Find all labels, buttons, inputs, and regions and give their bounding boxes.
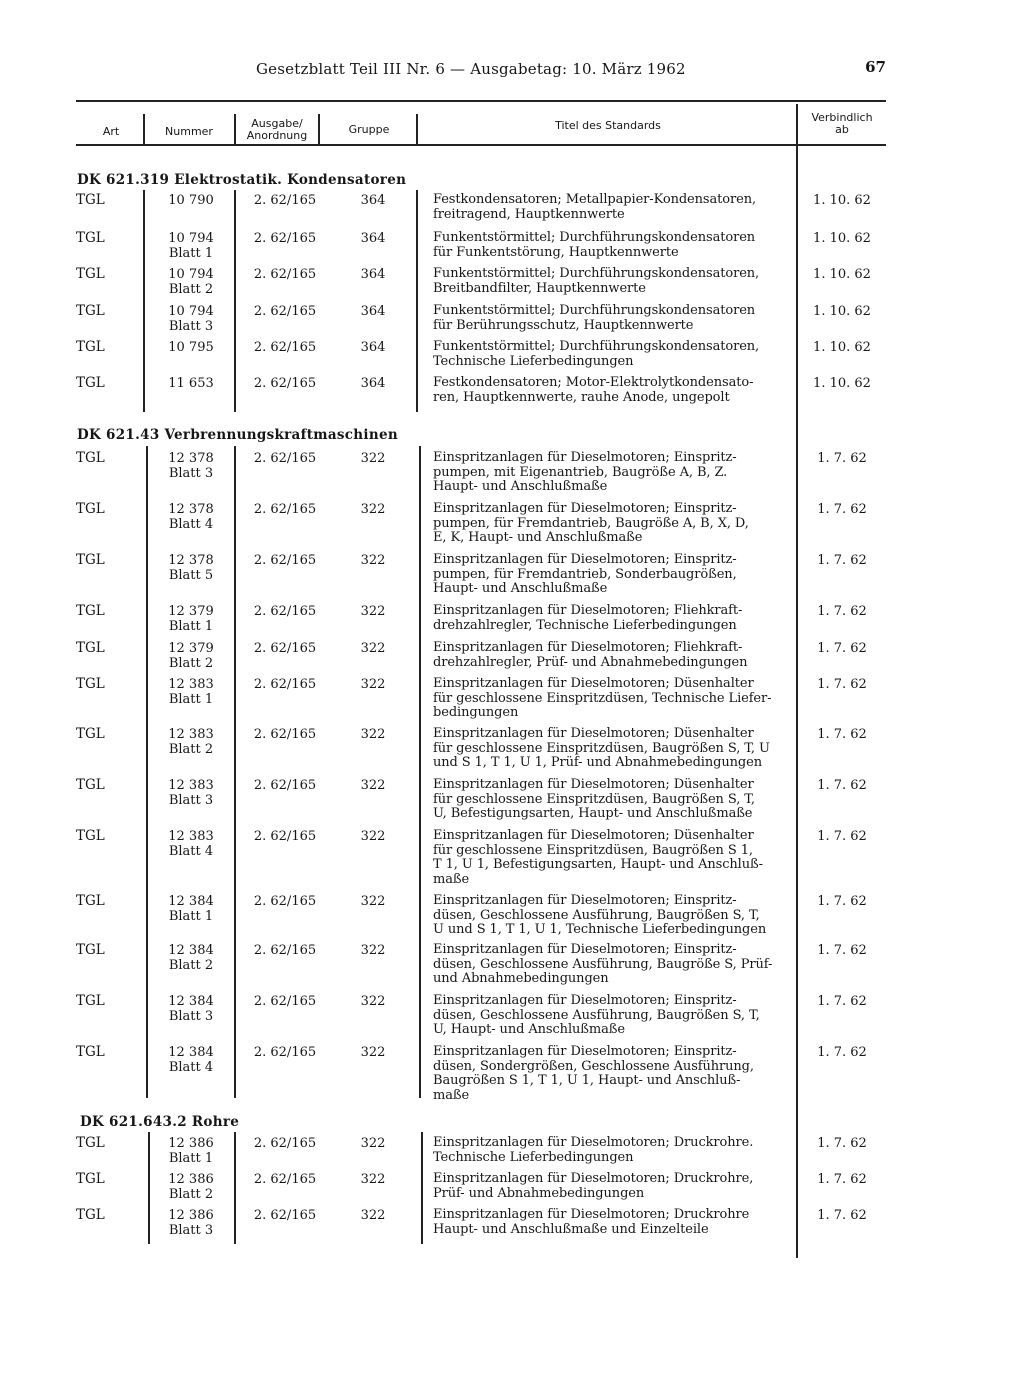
number-value: 10 794: [168, 267, 214, 282]
valid-from-cell: 1. 7. 62: [817, 1136, 867, 1151]
valid-from-cell: 1. 7. 62: [817, 641, 867, 656]
title-line: Einspritzanlagen für Dieselmotoren; Fliehkraft-: [433, 640, 743, 655]
table-row: [0, 552, 1024, 597]
title-line: Einspritzanlagen für Dieselmotoren; Einspritz-: [433, 1044, 737, 1059]
column-header-ausgabe: [236, 118, 318, 142]
valid-from-cell: 1. 7. 62: [817, 1172, 867, 1187]
art-cell: TGL: [76, 339, 105, 355]
number-value: 12 386: [168, 1172, 214, 1187]
table-row: [0, 1135, 1024, 1166]
header-top-rule: [76, 100, 886, 102]
table-row: [0, 726, 1024, 771]
number-value: 10 794: [168, 304, 214, 319]
number-cell: [148, 1136, 234, 1166]
table-row: [0, 450, 1024, 495]
number-value: 10 794: [168, 231, 214, 246]
column-header-ausgabe-line1: Ausgabe/: [251, 117, 303, 130]
group-cell: 364: [360, 231, 386, 246]
table-row: [0, 893, 1024, 938]
valid-from-cell: 1. 7. 62: [817, 994, 867, 1009]
number-value: 12 383: [168, 677, 214, 692]
number-cell: [148, 267, 234, 297]
title-line: düsen, Geschlossene Ausführung, Baugrößen S, T,: [433, 907, 760, 923]
title-line: düsen, Geschlossene Ausführung, Baugröße S, Prüf-: [433, 956, 773, 972]
title-line: U, Befestigungsarten, Haupt- und Anschlußmaße: [433, 806, 753, 822]
valid-from-cell: 1. 7. 62: [817, 778, 867, 793]
number-value: 12 384: [168, 1045, 214, 1060]
valid-from-cell: 1. 10. 62: [813, 304, 871, 319]
sheet-value: Blatt 2: [168, 656, 214, 671]
sheet-value: Blatt 4: [168, 1060, 214, 1075]
title-line: und S 1, T 1, U 1, Prüf- und Abnahmebedingungen: [433, 755, 762, 771]
table-row: [0, 828, 1024, 887]
number-cell: [148, 502, 234, 532]
table-row: [0, 230, 1024, 261]
group-cell: 364: [360, 376, 386, 391]
group-cell: 322: [360, 451, 386, 466]
title-line: Haupt- und Anschlußmaße: [433, 479, 608, 495]
issue-cell: 2. 62/165: [253, 451, 317, 466]
number-value: 12 379: [168, 641, 214, 656]
number-cell: [148, 231, 234, 261]
title-line: pumpen, für Fremdantrieb, Sonderbaugrößen,: [433, 566, 737, 582]
page-header: [76, 60, 886, 84]
number-cell: [148, 778, 234, 808]
title-line: E, K, Haupt- und Anschlußmaße: [433, 530, 643, 546]
number-value: 12 386: [168, 1136, 214, 1151]
art-cell: TGL: [76, 266, 105, 282]
valid-from-cell: 1. 10. 62: [813, 193, 871, 208]
issue-cell: 2. 62/165: [253, 641, 317, 656]
group-cell: 322: [360, 604, 386, 619]
art-cell: TGL: [76, 1171, 105, 1187]
title-line: Einspritzanlagen für Dieselmotoren; Druckrohre: [433, 1207, 750, 1222]
divider-ausg-s3: [234, 1132, 236, 1244]
sheet-value: Blatt 1: [168, 619, 214, 634]
number-cell: [148, 304, 234, 334]
title-line: maße: [433, 1087, 470, 1103]
divider-titel-header: [416, 114, 418, 146]
group-cell: 322: [360, 994, 386, 1009]
art-cell: TGL: [76, 375, 105, 391]
number-cell: [148, 604, 234, 634]
title-cell: [433, 604, 797, 633]
title-line: Haupt- und Anschlußmaße und Einzelteile: [433, 1221, 709, 1237]
title-line: Funkentstörmittel; Durchführungskondensatoren: [433, 303, 756, 318]
title-line: bedingungen: [433, 705, 519, 721]
valid-from-cell: 1. 7. 62: [817, 502, 867, 517]
title-cell: [433, 231, 797, 260]
title-line: düsen, Sondergrößen, Geschlossene Ausführung,: [433, 1058, 754, 1074]
issue-cell: 2. 62/165: [253, 231, 317, 246]
issue-cell: 2. 62/165: [253, 894, 317, 909]
issue-cell: 2. 62/165: [253, 304, 317, 319]
title-cell: [433, 1136, 797, 1165]
title-cell: [433, 829, 797, 887]
group-cell: 322: [360, 1045, 386, 1060]
sheet-value: Blatt 3: [168, 793, 214, 808]
issue-cell: 2. 62/165: [253, 376, 317, 391]
title-cell: [433, 502, 797, 546]
issue-cell: 2. 62/165: [253, 829, 317, 844]
number-cell: [148, 451, 234, 481]
title-line: Baugrößen S 1, T 1, U 1, Haupt- und Anschluß-: [433, 1073, 741, 1089]
number-value: 12 378: [168, 451, 214, 466]
table-row: [0, 603, 1024, 634]
title-line: maße: [433, 871, 470, 887]
number-value: 10 790: [168, 193, 214, 208]
valid-from-cell: 1. 10. 62: [813, 231, 871, 246]
valid-from-cell: 1. 7. 62: [817, 604, 867, 619]
title-line: Einspritzanlagen für Dieselmotoren; Einspritz-: [433, 552, 737, 567]
issue-cell: 2. 62/165: [253, 1045, 317, 1060]
title-cell: [433, 1208, 797, 1237]
title-cell: [433, 894, 797, 938]
issue-cell: 2. 62/165: [253, 553, 317, 568]
number-value: 12 383: [168, 829, 214, 844]
group-cell: 322: [360, 1136, 386, 1151]
art-cell: TGL: [76, 230, 105, 246]
page-number: 67: [865, 58, 886, 76]
table-row: [0, 375, 1024, 405]
issue-cell: 2. 62/165: [253, 677, 317, 692]
title-line: Einspritzanlagen für Dieselmotoren; Einspritz-: [433, 893, 737, 908]
number-cell: [148, 193, 234, 208]
sheet-value: Blatt 4: [168, 517, 214, 532]
number-value: 12 384: [168, 894, 214, 909]
title-line: für geschlossene Einspritzdüsen, Baugrößen S, T, U: [433, 740, 770, 756]
divider-titel-s3: [421, 1132, 423, 1244]
valid-from-cell: 1. 7. 62: [817, 829, 867, 844]
sheet-value: Blatt 3: [168, 466, 214, 481]
column-header-verbindlich-line1: Verbindlich: [811, 111, 873, 124]
valid-from-cell: 1. 7. 62: [817, 727, 867, 742]
issue-cell: 2. 62/165: [253, 778, 317, 793]
group-cell: 322: [360, 641, 386, 656]
valid-from-cell: 1. 10. 62: [813, 267, 871, 282]
title-line: Breitbandfilter, Hauptkennwerte: [433, 280, 646, 296]
table-row: [0, 266, 1024, 297]
number-cell: [148, 943, 234, 973]
sheet-value: Blatt 5: [168, 568, 214, 583]
title-line: Einspritzanlagen für Dieselmotoren; Druckrohre.: [433, 1135, 754, 1150]
number-cell: [148, 1208, 234, 1238]
title-line: U und S 1, T 1, U 1, Technische Lieferbedingungen: [433, 922, 767, 938]
sheet-value: Blatt 2: [168, 282, 214, 297]
title-line: Einspritzanlagen für Dieselmotoren; Düsenhalter: [433, 777, 754, 792]
issue-cell: 2. 62/165: [253, 727, 317, 742]
number-cell: [148, 641, 234, 671]
table-row: [0, 640, 1024, 671]
title-line: Einspritzanlagen für Dieselmotoren; Einspritz-: [433, 450, 737, 465]
column-header-gruppe: Gruppe: [348, 123, 390, 136]
art-cell: TGL: [76, 552, 105, 568]
title-cell: [433, 340, 797, 369]
group-cell: 322: [360, 1172, 386, 1187]
sheet-value: Blatt 2: [168, 1187, 214, 1202]
art-cell: TGL: [76, 450, 105, 466]
title-cell: [433, 304, 797, 333]
title-line: drehzahlregler, Technische Lieferbedingungen: [433, 617, 737, 633]
group-cell: 322: [360, 1208, 386, 1223]
art-cell: TGL: [76, 1044, 105, 1060]
art-cell: TGL: [76, 676, 105, 692]
valid-from-cell: 1. 10. 62: [813, 340, 871, 355]
title-line: für geschlossene Einspritzdüsen, Technische Liefer-: [433, 690, 772, 706]
number-value: 11 653: [168, 376, 214, 391]
table-row: [0, 192, 1024, 222]
title-line: für geschlossene Einspritzdüsen, Baugrößen S 1,: [433, 842, 753, 858]
art-cell: TGL: [76, 777, 105, 793]
group-cell: 364: [360, 340, 386, 355]
column-header-art: Art: [102, 125, 120, 138]
title-line: Funkentstörmittel; Durchführungskondensatoren,: [433, 266, 760, 281]
title-cell: [433, 943, 797, 987]
valid-from-cell: 1. 7. 62: [817, 451, 867, 466]
title-line: düsen, Geschlossene Ausführung, Baugrößen S, T,: [433, 1007, 760, 1023]
number-cell: [148, 829, 234, 859]
number-value: 12 384: [168, 943, 214, 958]
group-cell: 322: [360, 502, 386, 517]
number-cell: [148, 994, 234, 1024]
valid-from-cell: 1. 7. 62: [817, 553, 867, 568]
art-cell: TGL: [76, 828, 105, 844]
sheet-value: Blatt 2: [168, 742, 214, 757]
sheet-value: Blatt 4: [168, 844, 214, 859]
table-row: [0, 777, 1024, 822]
divider-grp-header: [318, 114, 320, 146]
sheet-value: Blatt 3: [168, 319, 214, 334]
number-cell: [148, 1045, 234, 1075]
number-cell: [148, 727, 234, 757]
title-line: Einspritzanlagen für Dieselmotoren; Druckrohre,: [433, 1171, 754, 1186]
header-bottom-rule: [76, 144, 886, 146]
title-line: ren, Hauptkennwerte, rauhe Anode, ungepolt: [433, 389, 730, 405]
number-cell: [148, 376, 234, 391]
title-line: Einspritzanlagen für Dieselmotoren; Einspritz-: [433, 501, 737, 516]
issue-cell: 2. 62/165: [253, 193, 317, 208]
title-line: freitragend, Hauptkennwerte: [433, 206, 625, 222]
title-line: Technische Lieferbedingungen: [433, 1149, 634, 1165]
title-line: Einspritzanlagen für Dieselmotoren; Düsenhalter: [433, 726, 754, 741]
table-row: [0, 1044, 1024, 1103]
issue-cell: 2. 62/165: [253, 604, 317, 619]
title-line: Einspritzanlagen für Dieselmotoren; Fliehkraft-: [433, 603, 743, 618]
title-line: Funkentstörmittel; Durchführungskondensatoren,: [433, 339, 760, 354]
title-line: Einspritzanlagen für Dieselmotoren; Düsenhalter: [433, 676, 754, 691]
sheet-value: Blatt 2: [168, 958, 214, 973]
title-cell: [433, 778, 797, 822]
number-value: 12 379: [168, 604, 214, 619]
title-line: pumpen, für Fremdantrieb, Baugröße A, B, X, D,: [433, 515, 749, 531]
art-cell: TGL: [76, 603, 105, 619]
column-header-verbindlich: [798, 112, 886, 136]
column-header-ausgabe-line2: Anordnung: [246, 129, 308, 142]
number-cell: [148, 553, 234, 583]
group-cell: 322: [360, 727, 386, 742]
title-line: U, Haupt- und Anschlußmaße: [433, 1022, 625, 1038]
title-line: für Funkentstörung, Hauptkennwerte: [433, 244, 679, 260]
sheet-value: Blatt 1: [168, 246, 214, 261]
section-title: DK 621.319 Elektrostatik. Kondensatoren: [77, 172, 407, 188]
table-row: [0, 501, 1024, 546]
group-cell: 322: [360, 943, 386, 958]
table-row: [0, 1207, 1024, 1238]
number-cell: [148, 894, 234, 924]
group-cell: 322: [360, 677, 386, 692]
valid-from-cell: 1. 7. 62: [817, 677, 867, 692]
number-cell: [148, 340, 234, 355]
issue-cell: 2. 62/165: [253, 340, 317, 355]
group-cell: 322: [360, 829, 386, 844]
issue-cell: 2. 62/165: [253, 1172, 317, 1187]
section-title: DK 621.643.2 Rohre: [80, 1114, 240, 1130]
table-row: [0, 942, 1024, 987]
number-value: 12 383: [168, 727, 214, 742]
number-value: 12 384: [168, 994, 214, 1009]
number-cell: [148, 677, 234, 707]
title-line: Einspritzanlagen für Dieselmotoren; Düsenhalter: [433, 828, 754, 843]
title-cell: [433, 994, 797, 1038]
issue-cell: 2. 62/165: [253, 502, 317, 517]
title-cell: [433, 451, 797, 495]
issue-cell: 2. 62/165: [253, 994, 317, 1009]
valid-from-cell: 1. 7. 62: [817, 894, 867, 909]
title-cell: [433, 376, 797, 405]
title-cell: [433, 727, 797, 771]
title-line: drehzahlregler, Prüf- und Abnahmebedingungen: [433, 654, 748, 670]
art-cell: TGL: [76, 501, 105, 517]
title-line: Einspritzanlagen für Dieselmotoren; Einspritz-: [433, 993, 737, 1008]
sheet-value: Blatt 3: [168, 1009, 214, 1024]
sheet-value: Blatt 1: [168, 692, 214, 707]
title-cell: [433, 677, 797, 721]
number-value: 10 795: [168, 340, 214, 355]
title-line: pumpen, mit Eigenantrieb, Baugröße A, B, Z.: [433, 464, 728, 480]
title-line: Technische Lieferbedingungen: [433, 353, 634, 369]
group-cell: 322: [360, 778, 386, 793]
divider-num-header: [143, 114, 145, 146]
valid-from-cell: 1. 7. 62: [817, 943, 867, 958]
title-line: Festkondensatoren; Motor-Elektrolytkondensato-: [433, 375, 754, 390]
title-line: T 1, U 1, Befestigungsarten, Haupt- und Anschluß-: [433, 857, 763, 873]
issue-cell: 2. 62/165: [253, 267, 317, 282]
title-cell: [433, 1045, 797, 1103]
sheet-value: Blatt 1: [168, 909, 214, 924]
title-cell: [433, 267, 797, 296]
issue-cell: 2. 62/165: [253, 1208, 317, 1223]
title-line: Prüf- und Abnahmebedingungen: [433, 1185, 645, 1201]
issue-cell: 2. 62/165: [253, 943, 317, 958]
title-line: für geschlossene Einspritzdüsen, Baugrößen S, T,: [433, 791, 755, 807]
valid-from-cell: 1. 7. 62: [817, 1045, 867, 1060]
title-line: für Berührungsschutz, Hauptkennwerte: [433, 317, 694, 333]
art-cell: TGL: [76, 942, 105, 958]
number-value: 12 378: [168, 502, 214, 517]
column-header-titel: Titel des Standards: [555, 119, 661, 132]
art-cell: TGL: [76, 893, 105, 909]
art-cell: TGL: [76, 1207, 105, 1223]
table-row: [0, 993, 1024, 1038]
issue-cell: 2. 62/165: [253, 1136, 317, 1151]
table-row: [0, 303, 1024, 334]
sheet-value: Blatt 3: [168, 1223, 214, 1238]
group-cell: 364: [360, 267, 386, 282]
valid-from-cell: 1. 7. 62: [817, 1208, 867, 1223]
title-line: Festkondensatoren; Metallpapier-Kondensatoren,: [433, 192, 757, 207]
title-line: Funkentstörmittel; Durchführungskondensatoren: [433, 230, 756, 245]
title-cell: [433, 641, 797, 670]
group-cell: 322: [360, 553, 386, 568]
table-row: [0, 339, 1024, 369]
art-cell: TGL: [76, 303, 105, 319]
art-cell: TGL: [76, 993, 105, 1009]
art-cell: TGL: [76, 192, 105, 208]
title-cell: [433, 193, 797, 222]
art-cell: TGL: [76, 640, 105, 656]
column-header-nummer: Nummer: [165, 125, 213, 138]
title-line: und Abnahmebedingungen: [433, 971, 609, 987]
page-title: Gesetzblatt Teil III Nr. 6 — Ausgabetag: 10. März 1962: [256, 60, 686, 78]
table-row: [0, 1171, 1024, 1202]
group-cell: 322: [360, 894, 386, 909]
number-cell: [148, 1172, 234, 1202]
valid-from-cell: 1. 10. 62: [813, 376, 871, 391]
number-value: 12 378: [168, 553, 214, 568]
sheet-value: Blatt 1: [168, 1151, 214, 1166]
group-cell: 364: [360, 193, 386, 208]
table-row: [0, 676, 1024, 721]
art-cell: TGL: [76, 726, 105, 742]
title-cell: [433, 1172, 797, 1201]
title-line: Haupt- und Anschlußmaße: [433, 581, 608, 597]
number-value: 12 383: [168, 778, 214, 793]
art-cell: TGL: [76, 1135, 105, 1151]
title-cell: [433, 553, 797, 597]
number-value: 12 386: [168, 1208, 214, 1223]
section-title: DK 621.43 Verbrennungskraftmaschinen: [77, 427, 398, 443]
group-cell: 364: [360, 304, 386, 319]
column-header-verbindlich-line2: ab: [835, 123, 849, 136]
title-line: Einspritzanlagen für Dieselmotoren; Einspritz-: [433, 942, 737, 957]
